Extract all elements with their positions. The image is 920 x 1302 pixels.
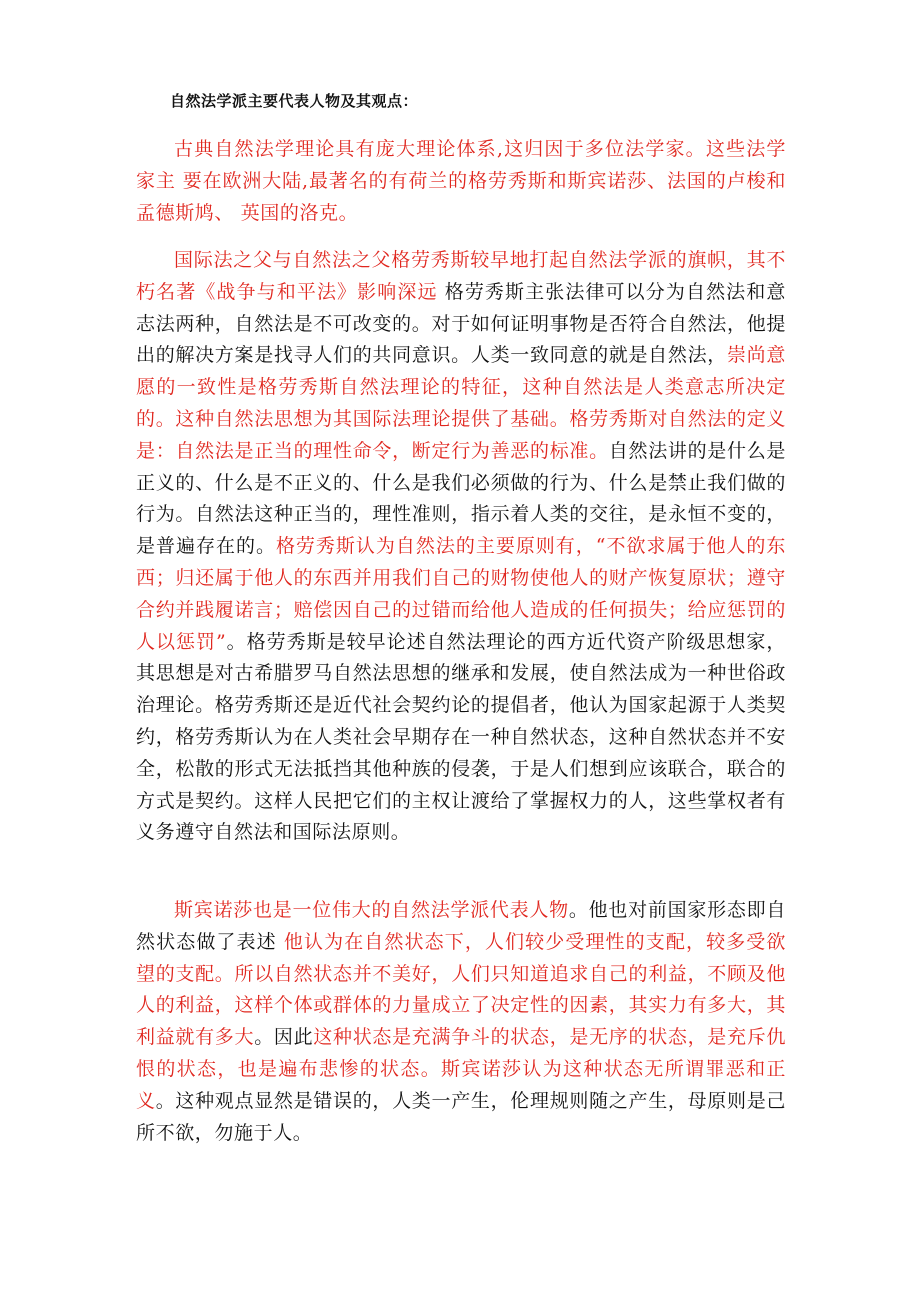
text-segment: 。这种观点显然是错误的，人类一产生，伦理规则随之产生，母原则是己所不欲，勿施于人。 (136, 1089, 786, 1144)
text-segment: 古典自然法学理论具有庞大理论体系,这归因于多位法学家。这些法学家主 要在欧洲大陆,最著名的有荷兰的格劳秀斯和斯宾诺莎、法国的卢梭和孟德斯鸠、 英国的洛克。 (136, 138, 786, 224)
paragraph-classical-theory (136, 134, 786, 229)
text-segment: 国际法之父与自然法之父格劳秀斯较早地打起自然法学派的旗帜，其不朽名著《战争与和平法》影响深远 (136, 249, 786, 303)
text-segment: 。因此 (254, 1026, 314, 1049)
text-segment: 格劳秀斯主张法律可以分为自然法和意志法两种，自然法是不可改变的。对于如何证明事物是否符合自然法，他提出的解决方案是找寻人们的共同意识。人类一致同意的就是自然法， (136, 280, 786, 367)
paragraph-spinoza (136, 895, 786, 1149)
text-segment: 自然法讲的是什么是正义的、什么是不正义的、什么是我们必须做的行为、什么是禁止我们做的行为。自然法这种正当的，理性准则，指示着人类的交往，是永恒不变的，是普遍存在的。 (136, 439, 786, 558)
text-segment: 他认为在自然状态下，人们较少受理性的支配，较多受欲望的支配。所以自然状态并不美好，人们只知道追求自己的利益，不顾及他人的利益，这样个体或群体的力量成立了决定性的因素，其实力有多大，其利益就有多大 (136, 930, 786, 1049)
text-segment: 斯宾诺莎也是一位伟大的自然法学派代表人物 (174, 899, 569, 921)
text-segment: 格劳秀斯认为自然法的主要原则有，“不欲求属于他人的东西；归还属于他人的东西并用我们自己的财物使他人的财产恢复原状；遵守合约并践履诺言；赔偿因自己的过错而给他人造成的任何损失；给应惩罚的人以惩罚” (136, 535, 786, 653)
document-heading: 自然法学派主要代表人物及其观点： (170, 92, 419, 110)
text-segment: 。格劳秀斯是较早论述自然法理论的西方近代资产阶级思想家，其思想是对古希腊罗马自然法思想的继承和发展，使自然法成为一种世俗政治理论。格劳秀斯还是近代社会契约论的提倡者，他认为国家起源于人类契约，格劳秀斯认为在人类社会早期存在一种自然状态，这种自然状态并不安全，松散的形式无法抵挡其他种族的侵袭，于是人们想到应该联合，联合的方式是契约。这样人民把它们的主权让渡给了掌握权力的人，这些掌权者有义务遵守自然法和国际法原则。 (136, 630, 786, 844)
text-segment: 这种状态是充满争斗的状态，是无序的状态，是充斥仇恨的状态，也是遍布悲惨的状态。斯宾诺莎认为这种状态无所谓罪恶和正义 (136, 1026, 786, 1112)
text-segment: 崇尚意愿的一致性是格劳秀斯自然法理论的特征，这种自然法是人类意志所决定的。这种自然法思想为其国际法理论提供了基础。格劳秀斯对自然法的定义是：自然法是正当的理性命令，断定行为善恶的标准。 (136, 344, 786, 462)
paragraph-grotius (136, 245, 786, 849)
text-segment: 。他也对前国家形态即自然状态做了表述 (136, 899, 786, 953)
